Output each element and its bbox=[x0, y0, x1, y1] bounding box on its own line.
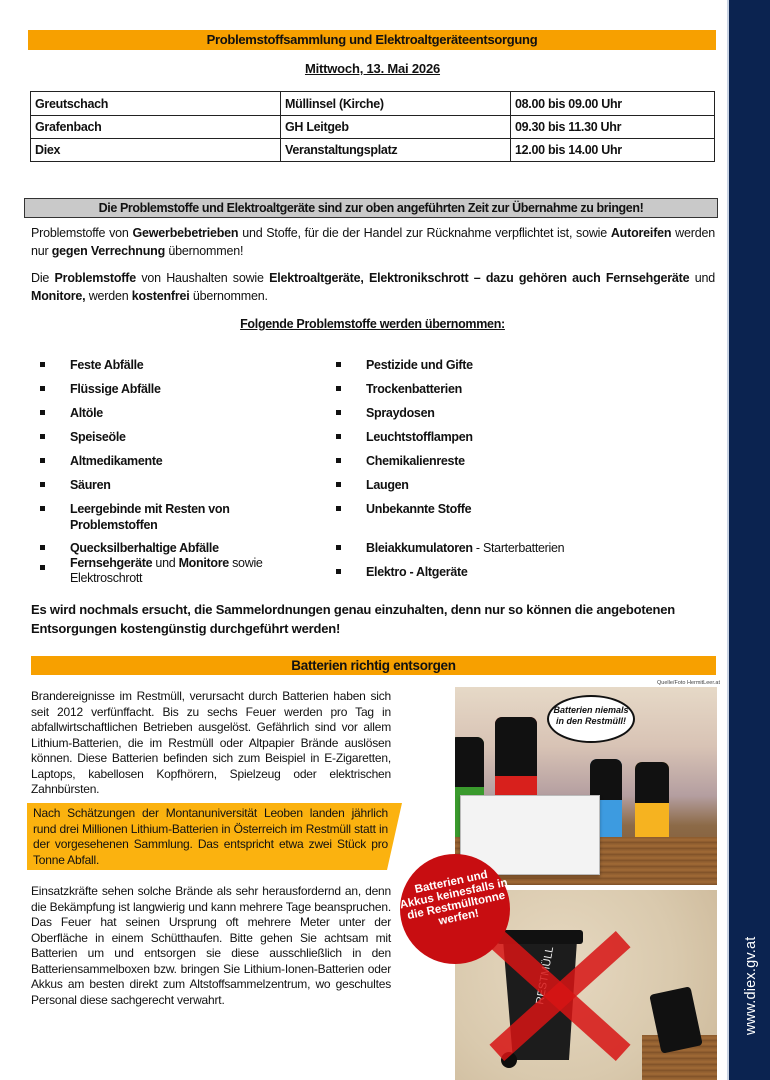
table-row bbox=[31, 92, 715, 116]
text: von Haushalten sowie bbox=[135, 271, 270, 285]
item-label: Chemikalienreste bbox=[366, 454, 465, 468]
item-label: Flüssige Abfälle bbox=[70, 382, 161, 396]
battery-characters-photo bbox=[455, 687, 717, 885]
table-row bbox=[31, 139, 715, 162]
list-heading: Folgende Problemstoffe werden übernommen: bbox=[240, 317, 505, 331]
item-label: sowie Elektroschrott bbox=[70, 556, 263, 585]
list-item bbox=[38, 501, 278, 533]
item-label: - Starterbatterien bbox=[472, 541, 565, 555]
bullet-icon bbox=[336, 506, 341, 511]
list-item bbox=[38, 357, 308, 373]
text: und bbox=[689, 271, 716, 285]
speech-bubble: Batterien niemals in den Restmüll! bbox=[547, 695, 635, 743]
item-label: Speiseöle bbox=[70, 430, 126, 444]
schedule-time: 09.30 bis 11.30 Uhr bbox=[511, 116, 715, 139]
bullet-icon bbox=[40, 410, 45, 415]
warning-badge bbox=[400, 854, 510, 964]
item-label: Feste Abfälle bbox=[70, 358, 144, 372]
text-bold: Problemstoffe bbox=[54, 271, 136, 285]
list-item bbox=[334, 429, 634, 445]
list-item bbox=[38, 477, 308, 493]
item-label: Quecksilberhaltige Abfälle bbox=[70, 541, 219, 555]
schedule-location: GH Leitgeb bbox=[281, 116, 511, 139]
schedule-table bbox=[30, 91, 715, 162]
bullet-icon bbox=[336, 386, 341, 391]
list-item bbox=[334, 381, 634, 397]
battery-text-advice: Einsatzkräfte sehen solche Brände als sehr herausfordernd an, denn die Bekämpfung ist langwierig und kann mehrere Tage beanspruchen. Das Feuer hat seinen Ursprung oft mehrere Meter unter der Oberfläche in einem Schütthaufen. Bitte gehen Sie achtsam mit Batterien um und entsorgen sie diese ausschließlich in den Batteriensammelboxen bzw. bringen Sie Lithium-Ionen-Batterien oder Akkus am besten direkt zum Altstoffsammelzentrum, wo geschultes Personal diese sachgerecht verwahrt. bbox=[31, 884, 391, 1007]
schedule-place: Grafenbach bbox=[31, 116, 281, 139]
item-label: Fernsehgeräte bbox=[70, 556, 153, 570]
website-link[interactable]: www.diex.gv.at bbox=[743, 936, 759, 1035]
list-item bbox=[334, 357, 634, 373]
item-label: Leuchtstofflampen bbox=[366, 430, 473, 444]
item-label: Monitore bbox=[178, 556, 229, 570]
accepted-items-left bbox=[38, 357, 308, 586]
text-bold: gegen Verrechnung bbox=[51, 244, 166, 258]
list-item bbox=[334, 501, 634, 517]
schedule-place: Greutschach bbox=[31, 92, 281, 116]
list-item bbox=[38, 405, 308, 421]
list-item bbox=[334, 564, 634, 580]
bullet-icon bbox=[40, 545, 45, 550]
item-label: Säuren bbox=[70, 478, 111, 492]
warning-badge-text: Batterien und Akkus keinesfalls in die Restmülltonne werfen! bbox=[398, 868, 509, 928]
list-item bbox=[334, 453, 634, 469]
bullet-icon bbox=[40, 434, 45, 439]
list-item bbox=[38, 556, 308, 586]
text: und Stoffe, für die der Handel zur Rücknahme verpflichtet ist, sowie bbox=[238, 226, 611, 240]
photo-credit: Quelle/Foto HermitLeer.at bbox=[657, 680, 720, 686]
bullet-icon bbox=[336, 569, 341, 574]
notice-banner: Die Problemstoffe und Elektroaltgeräte sind zur oben angeführten Zeit zur Übernahme zu bringen! bbox=[24, 198, 718, 218]
item-label: Trockenbatterien bbox=[366, 382, 462, 396]
item-label: Pestizide und Gifte bbox=[366, 358, 473, 372]
schedule-place: Diex bbox=[31, 139, 281, 162]
item-label: Bleiakkumulatoren bbox=[366, 541, 473, 555]
schedule-location: Müllinsel (Kirche) bbox=[281, 92, 511, 116]
schedule-location: Veranstaltungsplatz bbox=[281, 139, 511, 162]
paragraph-commercial bbox=[31, 224, 715, 260]
bullet-icon bbox=[40, 362, 45, 367]
list-item bbox=[334, 477, 634, 493]
bullet-icon bbox=[40, 565, 45, 570]
text: Die bbox=[31, 271, 55, 285]
text-bold: Autoreifen bbox=[610, 226, 672, 240]
list-item bbox=[38, 381, 308, 397]
bullet-icon bbox=[336, 410, 341, 415]
bullet-icon bbox=[336, 482, 341, 487]
bullet-icon bbox=[336, 362, 341, 367]
schedule-time: 08.00 bis 09.00 Uhr bbox=[511, 92, 715, 116]
item-label: Altöle bbox=[70, 406, 103, 420]
bullet-icon bbox=[40, 458, 45, 463]
schedule-time: 12.00 bis 14.00 Uhr bbox=[511, 139, 715, 162]
text: Problemstoffe von bbox=[31, 226, 133, 240]
bullet-icon bbox=[40, 506, 45, 511]
battery-text-intro: Brandereignisse im Restmüll, verursacht durch Batterien haben sich seit 2012 verfünffacht. Bis zu sechs Feuer werden pro Tag in abfallwirtschaftlichen Betrieben ausgelöst. Gefährlich sind vor allem Lithium-Batterien, die im Restmüll oder Altpapier Brände auslösen können. Diese Batterien befinden sich zum Beispiel in E-Zigaretten, Laptops, kabellosen Kopfhörern, Spielzeug oder elektrischen Zahnbürsten. bbox=[31, 689, 391, 796]
bullet-icon bbox=[336, 434, 341, 439]
item-label: Elektro - Altgeräte bbox=[366, 565, 468, 579]
item-label: Spraydosen bbox=[366, 406, 435, 420]
list-item bbox=[38, 453, 308, 469]
item-label: Altmedikamente bbox=[70, 454, 163, 468]
text-bold: Gewerbebetrieben bbox=[132, 226, 239, 240]
text: werden nur bbox=[31, 226, 715, 258]
bullet-icon bbox=[40, 386, 45, 391]
text-bold: Monitore, bbox=[31, 289, 86, 303]
bullet-icon bbox=[40, 482, 45, 487]
text: übernommen! bbox=[165, 244, 244, 258]
list-item bbox=[38, 540, 308, 556]
paragraph-households bbox=[31, 269, 715, 305]
sidebar bbox=[727, 0, 770, 1080]
list-item bbox=[334, 540, 634, 556]
item-label: Laugen bbox=[366, 478, 409, 492]
closing-note: Es wird nochmals ersucht, die Sammelordnungen genau einzuhalten, denn nur so können die angebotenen Entsorgungen kostengünstig durchgeführt werden! bbox=[31, 602, 676, 636]
page-title: Problemstoffsammlung und Elektroaltgeräteentsorgung bbox=[28, 30, 716, 50]
text: übernommen. bbox=[189, 289, 268, 303]
list-item bbox=[334, 405, 634, 421]
collection-date: Mittwoch, 13. Mai 2026 bbox=[304, 61, 441, 76]
section-title-batteries: Batterien richtig entsorgen bbox=[31, 656, 716, 675]
bullet-icon bbox=[336, 545, 341, 550]
table-row bbox=[31, 116, 715, 139]
item-label: und bbox=[152, 556, 179, 570]
battery-text-highlight: Nach Schätzungen der Montanuniversität Leoben landen jährlich rund drei Millionen Lithium-Batterien in Österreich im Restmüll statt in der vorgesehenen Sammlung. Das entspricht etwa zwei Stück pro Tonne Abfall. bbox=[33, 806, 388, 867]
bullet-icon bbox=[336, 458, 341, 463]
item-label: Leergebinde mit Resten von Problemstoffen bbox=[70, 502, 230, 532]
text-bold: kostenfrei bbox=[131, 289, 190, 303]
text: werden bbox=[85, 289, 132, 303]
accepted-items-right bbox=[334, 357, 634, 580]
list-item bbox=[38, 429, 308, 445]
text-bold: Elektroaltgeräte, Elektronikschrott – dazu gehören auch Fernsehgeräte bbox=[269, 271, 690, 285]
item-label: Unbekannte Stoffe bbox=[366, 502, 472, 516]
